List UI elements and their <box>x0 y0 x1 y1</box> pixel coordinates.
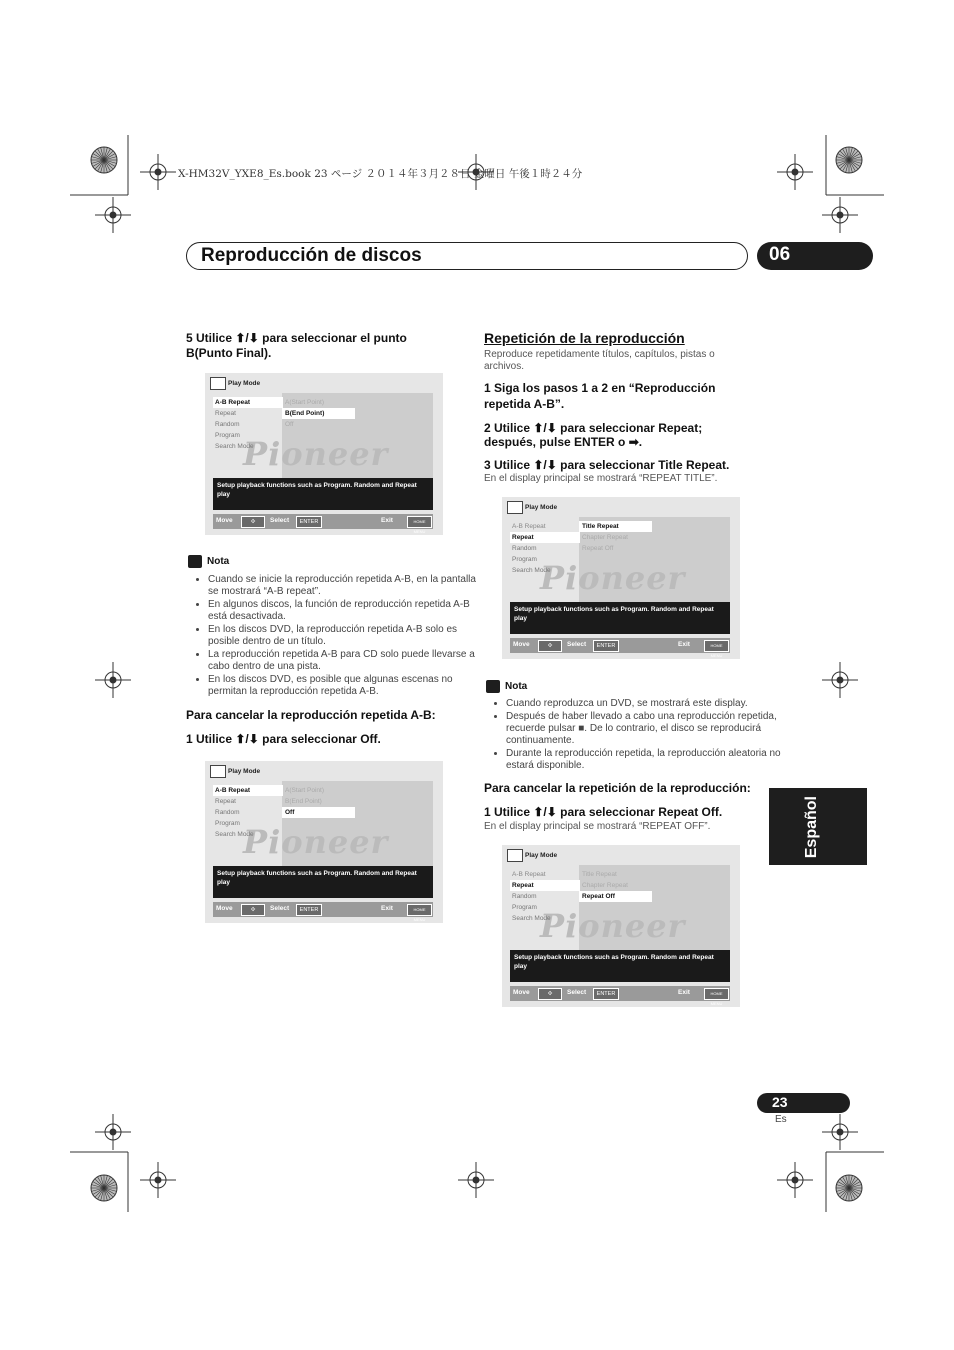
menu-item[interactable]: Repeat <box>510 880 580 891</box>
step3-sub: En el display principal se mostrará “REPEAT TITLE”. <box>484 473 718 484</box>
control-bar <box>213 902 433 922</box>
enter-key[interactable]: ENTER <box>296 516 322 528</box>
menu-item[interactable]: Program <box>215 820 240 827</box>
list-item: • Cuando se inicie la reproducción repetida A-B, en la pantalla se mostrará “A-B repeat”. <box>208 574 483 598</box>
right-notes <box>484 698 781 773</box>
print-line: X-HM32V_YXE8_Es.book 23 ページ ２０１４年３月２８日 金曜日 午後１時２４分 <box>178 168 583 180</box>
help-message: Setup playback functions such as Program. Random and Repeat play <box>510 602 730 634</box>
arrows-icon[interactable]: ✣ <box>538 640 562 652</box>
option-value[interactable]: Repeat Off <box>582 545 614 552</box>
list-item: • En los discos DVD, la reproducción repetida A-B solo es posible dentro de un título. <box>208 624 483 648</box>
option-value[interactable]: A(Start Point) <box>285 399 325 406</box>
help-message: Setup playback functions such as Program. Random and Repeat play <box>213 478 433 510</box>
note-title: Nota <box>505 681 528 692</box>
header-bar <box>186 242 748 270</box>
control-bar <box>510 986 730 1006</box>
chapter-number: 06 <box>769 244 791 265</box>
help-message: Setup playback functions such as Program. Random and Repeat play <box>510 950 730 982</box>
enter-key[interactable]: ENTER <box>296 904 322 916</box>
step2-line2: después, pulse ENTER o ➡. <box>484 435 643 449</box>
cancel-sub: En el display principal se mostrará “REPEAT OFF”. <box>484 821 711 832</box>
menu-item[interactable]: Random <box>512 893 537 900</box>
move-label: Move <box>216 905 233 912</box>
menu-item[interactable]: A-B Repeat <box>512 871 546 878</box>
menu-item[interactable]: Program <box>512 904 537 911</box>
move-label: Move <box>513 641 530 648</box>
screen-title: Play Mode <box>228 768 261 775</box>
note-icon <box>486 680 500 693</box>
option-value[interactable]: Chapter Repeat <box>582 534 628 541</box>
option-value[interactable]: Title Repeat <box>579 521 652 532</box>
list-item: • En algunos discos, la función de reproducción repetida A-B está desactivada. <box>208 599 483 623</box>
select-label: Select <box>567 989 587 996</box>
menu-list <box>213 397 283 452</box>
option-value[interactable]: B(End Point) <box>285 798 322 805</box>
menu-item[interactable]: Random <box>215 421 240 428</box>
language-tab <box>769 788 867 865</box>
arrows-icon[interactable]: ✣ <box>241 904 265 916</box>
section-title: Repetición de la reproducción <box>484 330 685 346</box>
page-title: Reproducción de discos <box>201 245 422 266</box>
menu-item[interactable]: Repeat <box>510 532 580 543</box>
page-number-badge <box>757 1093 850 1113</box>
cancel-heading: Para cancelar la reproducción repetida A-B: <box>186 708 436 722</box>
menu-item[interactable]: Search Mode <box>512 915 551 922</box>
disc-icon <box>507 849 523 862</box>
menu-item[interactable]: Repeat <box>215 410 236 417</box>
list-item: • Cuando reproduzca un DVD, se mostrará este display. <box>506 698 781 710</box>
menu-item[interactable]: Search Mode <box>215 831 254 838</box>
menu-list <box>510 869 580 924</box>
menu-item[interactable]: Random <box>512 545 537 552</box>
select-label: Select <box>270 517 290 524</box>
control-bar <box>510 638 730 658</box>
menu-item[interactable]: Random <box>215 809 240 816</box>
enter-key[interactable]: ENTER <box>593 988 619 1000</box>
cancel-step: 1 Utilice ⬆/⬇ para seleccionar Off. <box>186 732 381 746</box>
screen-title: Play Mode <box>525 852 558 859</box>
move-label: Move <box>513 989 530 996</box>
page-lang: Es <box>775 1114 787 1125</box>
exit-label: Exit <box>678 989 690 996</box>
select-label: Select <box>567 641 587 648</box>
pioneer-logo: Pioneer <box>540 559 686 597</box>
step1-line2: repetida A-B”. <box>484 397 565 411</box>
menu-item[interactable]: A-B Repeat <box>512 523 546 530</box>
enter-key[interactable]: ENTER <box>593 640 619 652</box>
step5-line2: B(Punto Final). <box>186 346 272 360</box>
step5-line1: 5 Utilice ⬆/⬇ para seleccionar el punto <box>186 331 407 345</box>
chapter-badge <box>757 242 873 270</box>
move-label: Move <box>216 517 233 524</box>
disc-icon <box>507 501 523 514</box>
option-value[interactable]: A(Start Point) <box>285 787 325 794</box>
option-value[interactable]: B(End Point) <box>282 408 355 419</box>
play-mode-screen-4 <box>502 845 740 1007</box>
home-menu-key[interactable]: HOME MENU <box>407 904 432 916</box>
play-mode-screen-1 <box>205 373 443 535</box>
option-value[interactable]: Title Repeat <box>582 871 617 878</box>
exit-label: Exit <box>381 517 393 524</box>
left-notes <box>186 574 483 699</box>
home-menu-key[interactable]: HOME MENU <box>704 640 729 652</box>
screen-title: Play Mode <box>228 380 261 387</box>
play-mode-screen-2 <box>205 761 443 923</box>
disc-icon <box>210 377 226 390</box>
pioneer-logo: Pioneer <box>540 907 686 945</box>
menu-item[interactable]: Search Mode <box>215 443 254 450</box>
option-value[interactable]: Off <box>282 807 355 818</box>
cancel-heading: Para cancelar la repetición de la reproducción: <box>484 781 751 795</box>
arrows-icon[interactable]: ✣ <box>538 988 562 1000</box>
list-item: • Después de haber llevado a cabo una reproducción repetida, recuerde pulsar ■. De lo contrario, el disco se reproducirá continuamente. <box>506 711 781 747</box>
step3: 3 Utilice ⬆/⬇ para seleccionar Title Repeat. <box>484 458 730 472</box>
play-mode-screen-3 <box>502 497 740 659</box>
pioneer-logo: Pioneer <box>243 435 389 473</box>
control-bar <box>213 514 433 534</box>
list-item: • La reproducción repetida A-B para CD solo puede llevarse a cabo dentro de una pista. <box>208 649 483 673</box>
step2-line1: 2 Utilice ⬆/⬇ para seleccionar Repeat; <box>484 421 703 435</box>
option-value[interactable]: Chapter Repeat <box>582 882 628 889</box>
menu-item[interactable]: A-B Repeat <box>213 397 283 408</box>
home-menu-key[interactable]: HOME MENU <box>407 516 432 528</box>
menu-item[interactable]: Program <box>512 556 537 563</box>
step1-line1: 1 Siga los pasos 1 a 2 en “Reproducción <box>484 381 716 395</box>
section-desc: Reproduce repetidamente títulos, capítulos, pistas o archivos. <box>484 349 715 372</box>
exit-label: Exit <box>678 641 690 648</box>
option-value[interactable]: Off <box>285 421 294 428</box>
menu-item[interactable]: Search Mode <box>512 567 551 574</box>
option-value[interactable]: Repeat Off <box>579 891 652 902</box>
home-menu-key[interactable]: HOME MENU <box>704 988 729 1000</box>
language-tab-label: Español <box>803 796 820 859</box>
menu-item[interactable]: Repeat <box>215 798 236 805</box>
note-title: Nota <box>207 556 230 567</box>
exit-label: Exit <box>381 905 393 912</box>
page-number: 23 <box>772 1094 788 1110</box>
note-icon <box>188 555 202 568</box>
help-message: Setup playback functions such as Program. Random and Repeat play <box>213 866 433 898</box>
menu-list <box>510 521 580 576</box>
list-item: • En los discos DVD, es posible que algunas escenas no permitan la reproducción repetida A-B. <box>208 674 483 698</box>
menu-list <box>213 785 283 840</box>
menu-item[interactable]: Program <box>215 432 240 439</box>
cancel-step: 1 Utilice ⬆/⬇ para seleccionar Repeat Off. <box>484 805 723 819</box>
screen-title: Play Mode <box>525 504 558 511</box>
menu-item[interactable]: A-B Repeat <box>213 785 283 796</box>
arrows-icon[interactable]: ✣ <box>241 516 265 528</box>
list-item: • Durante la reproducción repetida, la reproducción aleatoria no estará disponible. <box>506 748 781 772</box>
select-label: Select <box>270 905 290 912</box>
pioneer-logo: Pioneer <box>243 823 389 861</box>
disc-icon <box>210 765 226 778</box>
